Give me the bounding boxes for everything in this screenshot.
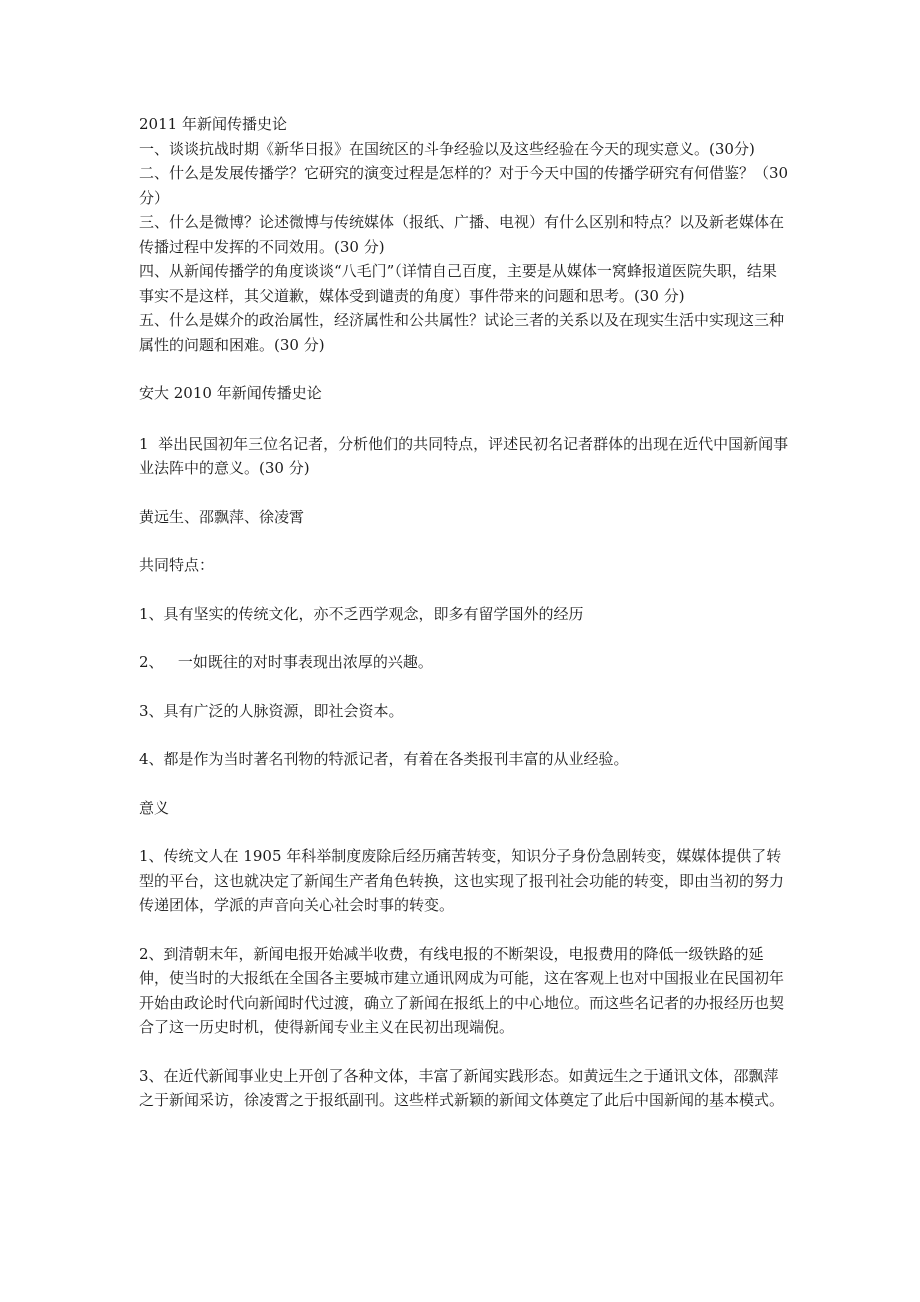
common-item: 3、具有广泛的人脉资源，即社会资本。	[139, 701, 404, 720]
common-item: 2、 一如既往的对时事表现出浓厚的兴趣。	[139, 653, 433, 671]
meaning-item: 1、传统文人在 1905 年科举制度废除后经历痛苦转变，知识分子身份急剧转变，媒媒体提供了转型的平台，这也就决定了新闻生产者角色转换，这也实现了报刊社会功能的转变，即由当初的努力传递团体，学派的声音向关心社会时事的转变。	[139, 847, 785, 914]
section1-title: 2011 年新闻传播史论	[139, 115, 287, 133]
document-body	[139, 112, 793, 1113]
question-5: 五、什么是媒介的政治属性，经济属性和公共属性？试论三者的关系以及在现实生活中实现这三种属性的问题和困难。(30 分)	[139, 311, 785, 354]
question-1: 一、谈谈抗战时期《新华日报》在国统区的斗争经验以及这些经验在今天的现实意义。(30分)	[139, 139, 755, 158]
common-item: 1、具有坚实的传统文化，亦不乏西学观念，即多有留学国外的经历	[139, 604, 584, 623]
meaning-item: 2、到清朝末年，新闻电报开始减半收费，有线电报的不断架设，电报费用的降低一级铁路的延伸，使当时的大报纸在全国各主要城市建立通讯网成为可能，这在客观上也对中国报业在民国初年开始由政论时代向新闻时代过渡，确立了新闻在报纸上的中心地位。而这些名记者的办报经历也契合了这一历史时机，使得新闻专业主义在民初出现端倪。	[139, 944, 785, 1036]
section2-question: 1 举出民国初年三位名记者，分析他们的共同特点，评述民初名记者群体的出现在近代中国新闻事业法阵中的意义。(30 分)	[139, 434, 789, 477]
section2-title: 安大 2010 年新闻传播史论	[139, 384, 322, 402]
question-2: 二、什么是发展传播学？它研究的演变过程是怎样的？对于今天中国的传播学研究有何借鉴？（30 分）	[139, 164, 793, 207]
question-4: 四、从新闻传播学的角度谈谈“八毛门”（详情自己百度，主要是从媒体一窝蜂报道医院失职，结果事实不是这样，其父道歉，媒体受到谴责的角度）事件带来的问题和思考。(30 分)	[139, 262, 777, 305]
meaning-heading: 意义	[139, 798, 170, 817]
meaning-item: 3、在近代新闻事业史上开创了各种文体，丰富了新闻实践形态。如黄远生之于通讯文体，邵飘萍之于新闻采访，徐凌霄之于报纸副刊。这些样式新颖的新闻文体奠定了此后中国新闻的基本模式。	[139, 1066, 785, 1109]
question-3: 三、什么是微博？论述微博与传统媒体（报纸、广播、电视）有什么区别和特点？以及新老媒体在传播过程中发挥的不同效用。(30 分)	[139, 213, 785, 256]
common-item: 4、都是作为当时著名刊物的特派记者，有着在各类报刊丰富的从业经验。	[139, 750, 629, 768]
common-heading: 共同特点：	[139, 556, 215, 574]
journalist-names: 黄远生、邵飘萍、徐凌霄	[139, 507, 305, 526]
